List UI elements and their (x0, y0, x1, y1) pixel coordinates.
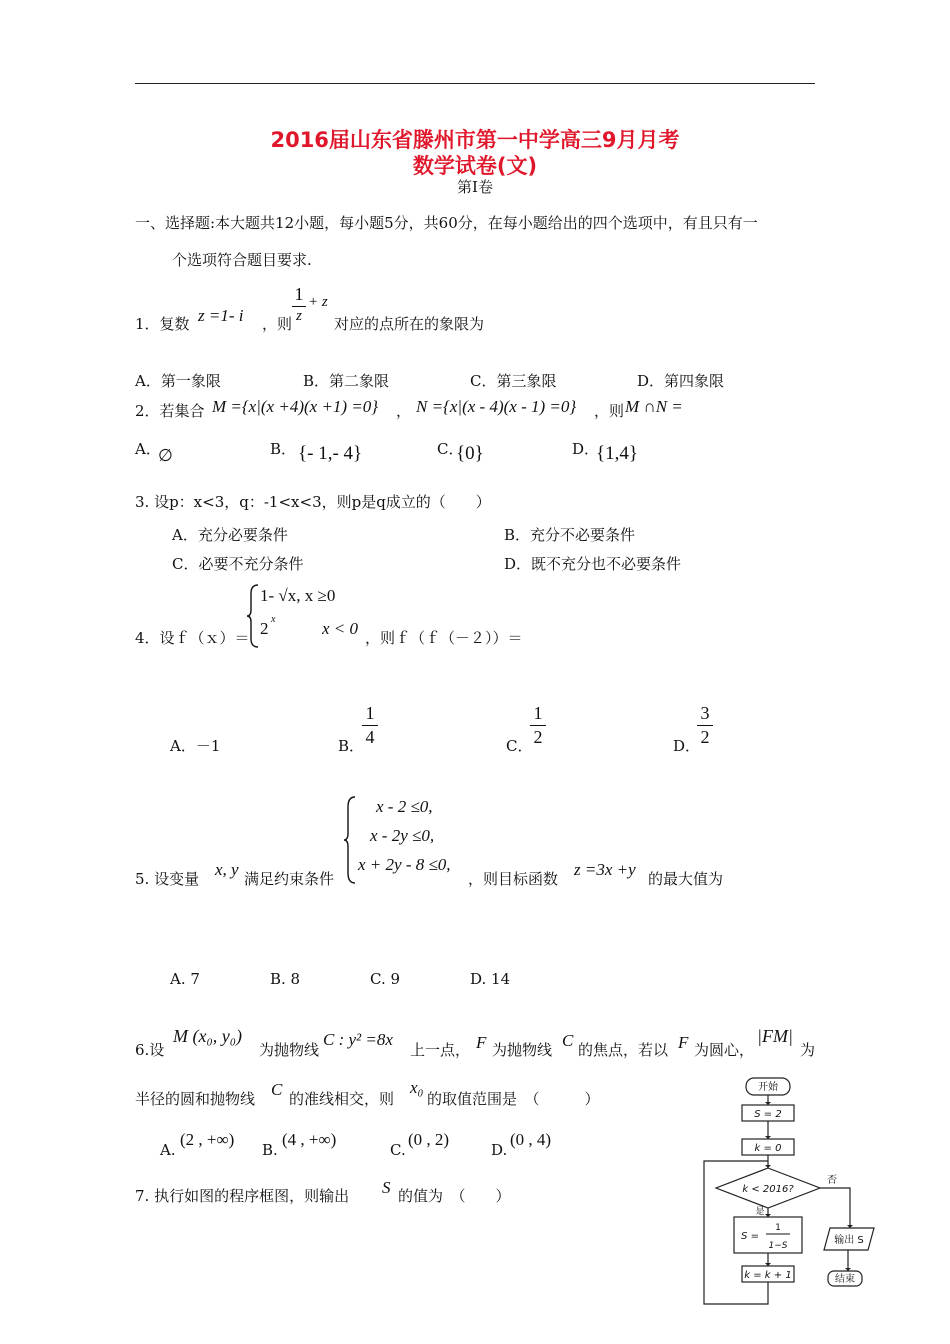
q5-mid: 满足约束条件 (244, 870, 335, 888)
flowchart-condition-text: k < 2016? (742, 1184, 794, 1195)
q5-constraint-3: x + 2y - 8 ≤0, (358, 855, 451, 874)
q6-t3: 为抛物线 (492, 1041, 553, 1059)
q2-prefix: 2．若集合 (135, 402, 205, 420)
flowchart-assign-lhs: S = (741, 1231, 759, 1242)
q4-option-d-num: 3 (700, 703, 710, 723)
q1-suffix: 对应的点所在的象限为 (334, 315, 485, 333)
q7-prefix: 7. 执行如图的程序框图，则输出 (135, 1187, 350, 1205)
q4-option-c-fraction (530, 703, 546, 748)
q2-set-m: M ={x|(x +4)(x +1) =0} (212, 397, 379, 416)
volume-label: 第Ⅰ卷 (457, 178, 493, 196)
q6-option-b-value: (4 , +∞) (282, 1130, 337, 1149)
q4-option-c-num: 1 (533, 703, 543, 723)
q1-option-c: C．第三象限 (470, 372, 557, 390)
q4-prefix: 4．设ｆ（ｘ）＝ (135, 629, 250, 647)
q2-option-c-label: C． (437, 440, 464, 458)
q4-option-b-fraction (362, 703, 378, 748)
q6-option-c-label: C. (390, 1141, 406, 1159)
q2-set-n: N ={x|(x - 4)(x - 1) =0} (416, 397, 577, 416)
q4-option-c-den: 2 (533, 727, 543, 747)
q6-x0: x₀ (410, 1078, 424, 1097)
q5-option-c: C. 9 (370, 970, 401, 988)
q4-option-d-den: 2 (700, 727, 710, 747)
flowchart-start-text: 开始 (758, 1082, 778, 1093)
q4-option-c-label: C． (506, 737, 533, 755)
q1-z-expr: z =1- i (198, 306, 244, 325)
q1-mid: ，则 (262, 315, 293, 333)
q2-option-a-label: A． (135, 440, 161, 458)
flowchart (698, 1072, 898, 1312)
flowchart-yes-label: 是 (755, 1207, 765, 1217)
q6-line2-a: 半径的圆和抛物线 (135, 1090, 256, 1108)
q6-t6: 为 (800, 1041, 816, 1059)
q6-t5: 为圆心， (694, 1041, 755, 1059)
q6-F: F (476, 1033, 487, 1052)
q4-case-2-exp: x (271, 614, 276, 625)
q3-option-d: D．既不充分也不必要条件 (504, 555, 682, 573)
q4-option-a: A．－1 (170, 737, 221, 755)
q6-option-b-label: B. (262, 1141, 278, 1159)
flowchart-init-s-text: S = 2 (754, 1109, 782, 1120)
q2-option-d-value: {1,4} (596, 443, 638, 464)
q6-F2: F (678, 1033, 689, 1052)
flowchart-assign-den: 1−S (768, 1241, 788, 1251)
q4-case-2-base: 2 (260, 619, 269, 638)
q4-case-1: 1- √x, x ≥0 (260, 586, 336, 605)
q1-prefix: 1．复数 (135, 315, 190, 333)
q1-frac-num: 1 (294, 284, 304, 304)
q4-option-b-num: 1 (365, 703, 375, 723)
q5-option-d: D. 14 (470, 970, 511, 988)
q4-option-b-label: B． (338, 737, 365, 755)
q3-option-b: B．充分不必要条件 (504, 526, 636, 544)
q5-option-b: B. 8 (270, 970, 301, 988)
q6-t2: 上一点， (410, 1041, 471, 1059)
q6-point: M (x₀, y₀) (173, 1026, 242, 1046)
q5-constraint-2: x - 2y ≤0, (370, 826, 435, 845)
q6-t4: 的焦点，若以 (578, 1041, 669, 1059)
q3-option-c: C．必要不充分条件 (172, 555, 304, 573)
q6-t1: 为抛物线 (259, 1041, 320, 1059)
q6-option-d-value: (0 , 4) (510, 1130, 552, 1149)
q6-option-d-label: D. (491, 1141, 508, 1159)
q2-expr: M ∩N = (625, 397, 683, 416)
q1-option-a: A．第一象限 (135, 372, 221, 390)
q5-constraint-1: x - 2 ≤0, (376, 797, 433, 816)
q6-FM: |FM| (757, 1026, 793, 1046)
flowchart-no-label: 否 (827, 1175, 837, 1186)
q3-option-a: A．充分必要条件 (172, 526, 288, 544)
q1-option-b: B．第二象限 (303, 372, 390, 390)
q2-option-c-value: {0} (456, 443, 484, 464)
q5-suffix: 的最大值为 (648, 870, 724, 888)
q5-mid2: ，则目标函数 (468, 870, 559, 888)
q6-option-a-value: (2 , +∞) (180, 1130, 235, 1149)
q4-case-2-cond: x < 0 (322, 619, 359, 638)
q5-option-a: A. 7 (170, 970, 200, 988)
exam-title: 2016届山东省滕州市第一中学高三9月月考 (270, 128, 680, 152)
q6-line2-b: 的准线相交，则 (289, 1090, 395, 1108)
q2-option-d-label: D． (572, 440, 600, 458)
q6-line2-c: 的取值范围是 （ ） (427, 1090, 600, 1108)
q4-suffix: ，则ｆ（ｆ（－２））＝ (365, 629, 523, 647)
q1-fraction (292, 284, 306, 325)
q2-option-a-value: ∅ (158, 446, 173, 465)
q2-sep: ， (396, 402, 412, 420)
q7-suffix: 的值为 （ ） (398, 1187, 511, 1205)
q5-objective: z =3x +y (574, 860, 636, 879)
q6-curve: C : y² =8x (323, 1030, 393, 1049)
q5-vars: x, y (215, 860, 239, 879)
q4-brace (246, 583, 260, 649)
flowchart-increment-text: k = k + 1 (744, 1270, 792, 1281)
q1-frac-den: z (296, 308, 302, 324)
q2-then: ，则 (594, 402, 625, 420)
q6-option-a-label: A. (160, 1141, 176, 1159)
flowchart-end-text: 结束 (835, 1274, 855, 1285)
q6-option-c-value: (0 , 2) (408, 1130, 450, 1149)
q3-stem: 3. 设p：x<3，q：-1<x<3，则p是q成立的（ ） (135, 493, 491, 511)
q4-option-d-fraction (697, 703, 713, 748)
q6-C: C (562, 1031, 574, 1050)
q7-S: S (382, 1178, 391, 1197)
section-intro-cont: 个选项符合题目要求. (172, 251, 312, 269)
header-rule (135, 83, 815, 84)
q1-plus-z: + z (308, 294, 328, 310)
q4-option-b-den: 4 (365, 727, 375, 747)
flowchart-output-text: 输出 S (834, 1235, 864, 1246)
q4-option-d-label: D． (673, 737, 701, 755)
q6-prefix: 6.设 (135, 1041, 165, 1059)
exam-subtitle: 数学试卷(文) (412, 154, 538, 178)
flowchart-init-k-text: k = 0 (754, 1143, 782, 1154)
q5-prefix: 5. 设变量 (135, 870, 200, 888)
q2-option-b-label: B． (270, 440, 297, 458)
flowchart-assign-num: 1 (775, 1223, 781, 1233)
section-intro: 一、选择题:本大题共12小题，每小题5分，共60分，在每小题给出的四个选项中，有且只有一 (135, 214, 758, 232)
q6-C2: C (271, 1080, 283, 1099)
q1-option-d: D．第四象限 (637, 372, 725, 390)
q5-brace (343, 795, 357, 885)
q2-option-b-value: {- 1,- 4} (298, 443, 363, 464)
